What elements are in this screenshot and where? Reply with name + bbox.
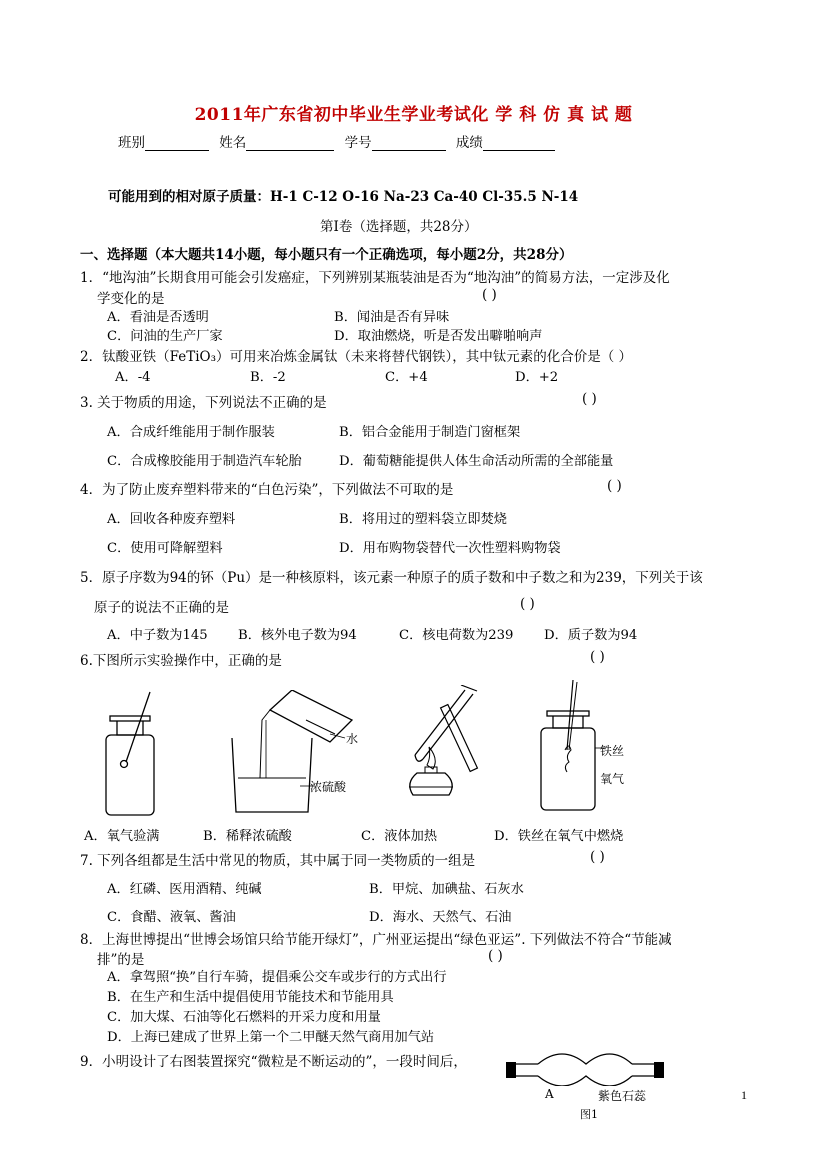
q4-option-b[interactable]: B．将用过的塑料袋立即焚烧	[339, 512, 507, 527]
q2-stem: 2．钛酸亚铁（FeTiO₃）可用来冶炼金属钛（未来将替代钢铁），其中钛元素的化合价是（ ）	[80, 349, 633, 365]
student-info-line	[118, 131, 561, 151]
q5-option-a[interactable]: A．中子数为145	[107, 628, 208, 643]
q3-option-a[interactable]: A．合成纤维能用于制作服装	[107, 425, 275, 440]
q5-stem-line2: 原子的说法不正确的是	[94, 600, 229, 616]
q8-option-d[interactable]: D．上海已建成了世界上第一个二甲醚天然气商用加气站	[107, 1030, 435, 1045]
q3-option-b[interactable]: B．铝合金能用于制造门窗框架	[339, 425, 521, 440]
q2-option-b[interactable]: B．-2	[250, 370, 286, 385]
name-field[interactable]	[246, 136, 334, 151]
name-label: 姓名	[219, 135, 247, 151]
q4-option-a[interactable]: A．回收各种废弃塑料	[107, 512, 236, 527]
liquid-heating-figure	[395, 685, 495, 815]
dilute-acid-figure	[210, 690, 385, 820]
q7-option-c[interactable]: C．食醋、液氧、酱油	[107, 910, 236, 925]
q6-stem: 6.下图所示实验操作中，正确的是	[80, 653, 282, 669]
q7-stem: 7. 下列各组都是生活中常见的物质，其中属于同一类物质的一组是	[80, 853, 476, 869]
part1-title: 第Ⅰ卷（选择题，共28分）	[320, 219, 478, 235]
q6-option-c[interactable]: C．液体加热	[361, 829, 438, 844]
q8-option-b[interactable]: B．在生产和生活中提倡使用节能技术和节能用具	[107, 990, 394, 1005]
q7-answer-blank[interactable]: ( )	[590, 849, 605, 865]
label-water: 水	[346, 732, 359, 746]
q6-option-a[interactable]: A．氧气验满	[84, 829, 160, 844]
q7-option-b[interactable]: B．甲烷、加碘盐、石灰水	[369, 882, 524, 897]
page-number: 1	[741, 1088, 747, 1102]
q2-option-a[interactable]: A．-4	[115, 370, 151, 385]
q1-stem-line1: 1．“地沟油”长期食用可能会引发癌症，下列辨别某瓶装油是否为“地沟油”的简易方法，一定涉及化	[80, 270, 670, 286]
molecule-motion-apparatus	[500, 1050, 670, 1086]
exam-title: 2011年广东省初中毕业生学业考试化 学 科 仿 真 试 题	[194, 105, 633, 125]
q1-option-a[interactable]: A．看油是否透明	[107, 310, 209, 325]
q6-answer-blank[interactable]: ( )	[590, 649, 605, 665]
q3-option-d[interactable]: D．葡萄糖能提供人体生命活动所需的全部能量	[339, 454, 614, 469]
q5-option-d[interactable]: D．质子数为94	[544, 628, 638, 643]
oxygen-test-figure	[100, 690, 190, 820]
q4-option-c[interactable]: C．使用可降解塑料	[107, 541, 223, 556]
q1-option-b[interactable]: B．闻油是否有异味	[334, 310, 450, 325]
q9-stem: 9．小明设计了右图装置探究“微粒是不断运动的”，一段时间后，	[80, 1054, 467, 1070]
q4-stem: 4．为了防止废弃塑料带来的“白色污染”，下列做法不可取的是	[80, 482, 454, 498]
q8-stem-line2: 排”的是	[97, 952, 145, 968]
q8-option-a[interactable]: A．拿驾照“换”自行车骑，提倡乘公交车或步行的方式出行	[107, 970, 447, 985]
q5-answer-blank[interactable]: ( )	[520, 596, 535, 612]
q8-answer-blank[interactable]: ( )	[488, 948, 503, 964]
q2-option-c[interactable]: C．+4	[385, 370, 428, 385]
q5-option-c[interactable]: C．核电荷数为239	[399, 628, 514, 643]
class-field[interactable]	[145, 136, 209, 151]
q8-stem-line1: 8．上海世博提出“世博会场馆只给节能开绿灯”，广州亚运提出“绿色亚运”. 下列做法不符合“节能减	[80, 932, 672, 948]
q4-answer-blank[interactable]: ( )	[607, 478, 622, 494]
q3-option-c[interactable]: C．合成橡胶能用于制造汽车轮胎	[107, 454, 302, 469]
q3-stem: 3. 关于物质的用途，下列说法不正确的是	[80, 395, 327, 411]
section1-title: 一、选择题（本大题共14小题，每小题只有一个正确选项，每小题2分，共28分）	[80, 247, 573, 263]
q5-stem-line1: 5．原子序数为94的钚（Pu）是一种核原料，该元素一种原子的质子数和中子数之和为239，下列关于该	[80, 570, 703, 586]
q8-option-c[interactable]: C．加大煤、石油等化石燃料的开采力度和用量	[107, 1010, 381, 1025]
q7-option-a[interactable]: A．红磷、医用酒精、纯碱	[107, 882, 262, 897]
q2-option-d[interactable]: D．+2	[515, 370, 559, 385]
q5-option-b[interactable]: B．核外电子数为94	[238, 628, 357, 643]
q1-answer-blank[interactable]: ( )	[482, 287, 497, 303]
q6-option-b[interactable]: B．稀释浓硫酸	[203, 829, 292, 844]
atomic-masses: 可能用到的相对原子质量：H-1 C-12 O-16 Na-23 Ca-40 Cl-35.5 N-14	[108, 189, 579, 205]
class-label: 班别	[118, 135, 145, 151]
label-a: A	[545, 1087, 554, 1101]
figure1-caption: 图1	[580, 1108, 598, 1121]
q4-option-d[interactable]: D．用布购物袋替代一次性塑料购物袋	[339, 541, 561, 556]
label-litmus: 紫色石蕊	[598, 1089, 647, 1103]
q1-option-c[interactable]: C．问油的生产厂家	[107, 329, 223, 344]
q7-option-d[interactable]: D．海水、天然气、石油	[369, 910, 512, 925]
label-oxygen: 氧气	[600, 772, 625, 786]
q1-option-d[interactable]: D．取油燃烧，听是否发出噼啪响声	[334, 329, 543, 344]
q1-stem-line2: 学变化的是	[97, 291, 165, 307]
score-label: 成绩	[455, 135, 483, 151]
id-label: 学号	[344, 135, 372, 151]
label-acid: 浓硫酸	[310, 780, 347, 794]
q6-option-d[interactable]: D．铁丝在氧气中燃烧	[494, 829, 624, 844]
score-field[interactable]	[483, 136, 555, 151]
label-iron: 铁丝	[600, 744, 625, 758]
id-field[interactable]	[372, 136, 446, 151]
q3-answer-blank[interactable]: ( )	[582, 391, 597, 407]
